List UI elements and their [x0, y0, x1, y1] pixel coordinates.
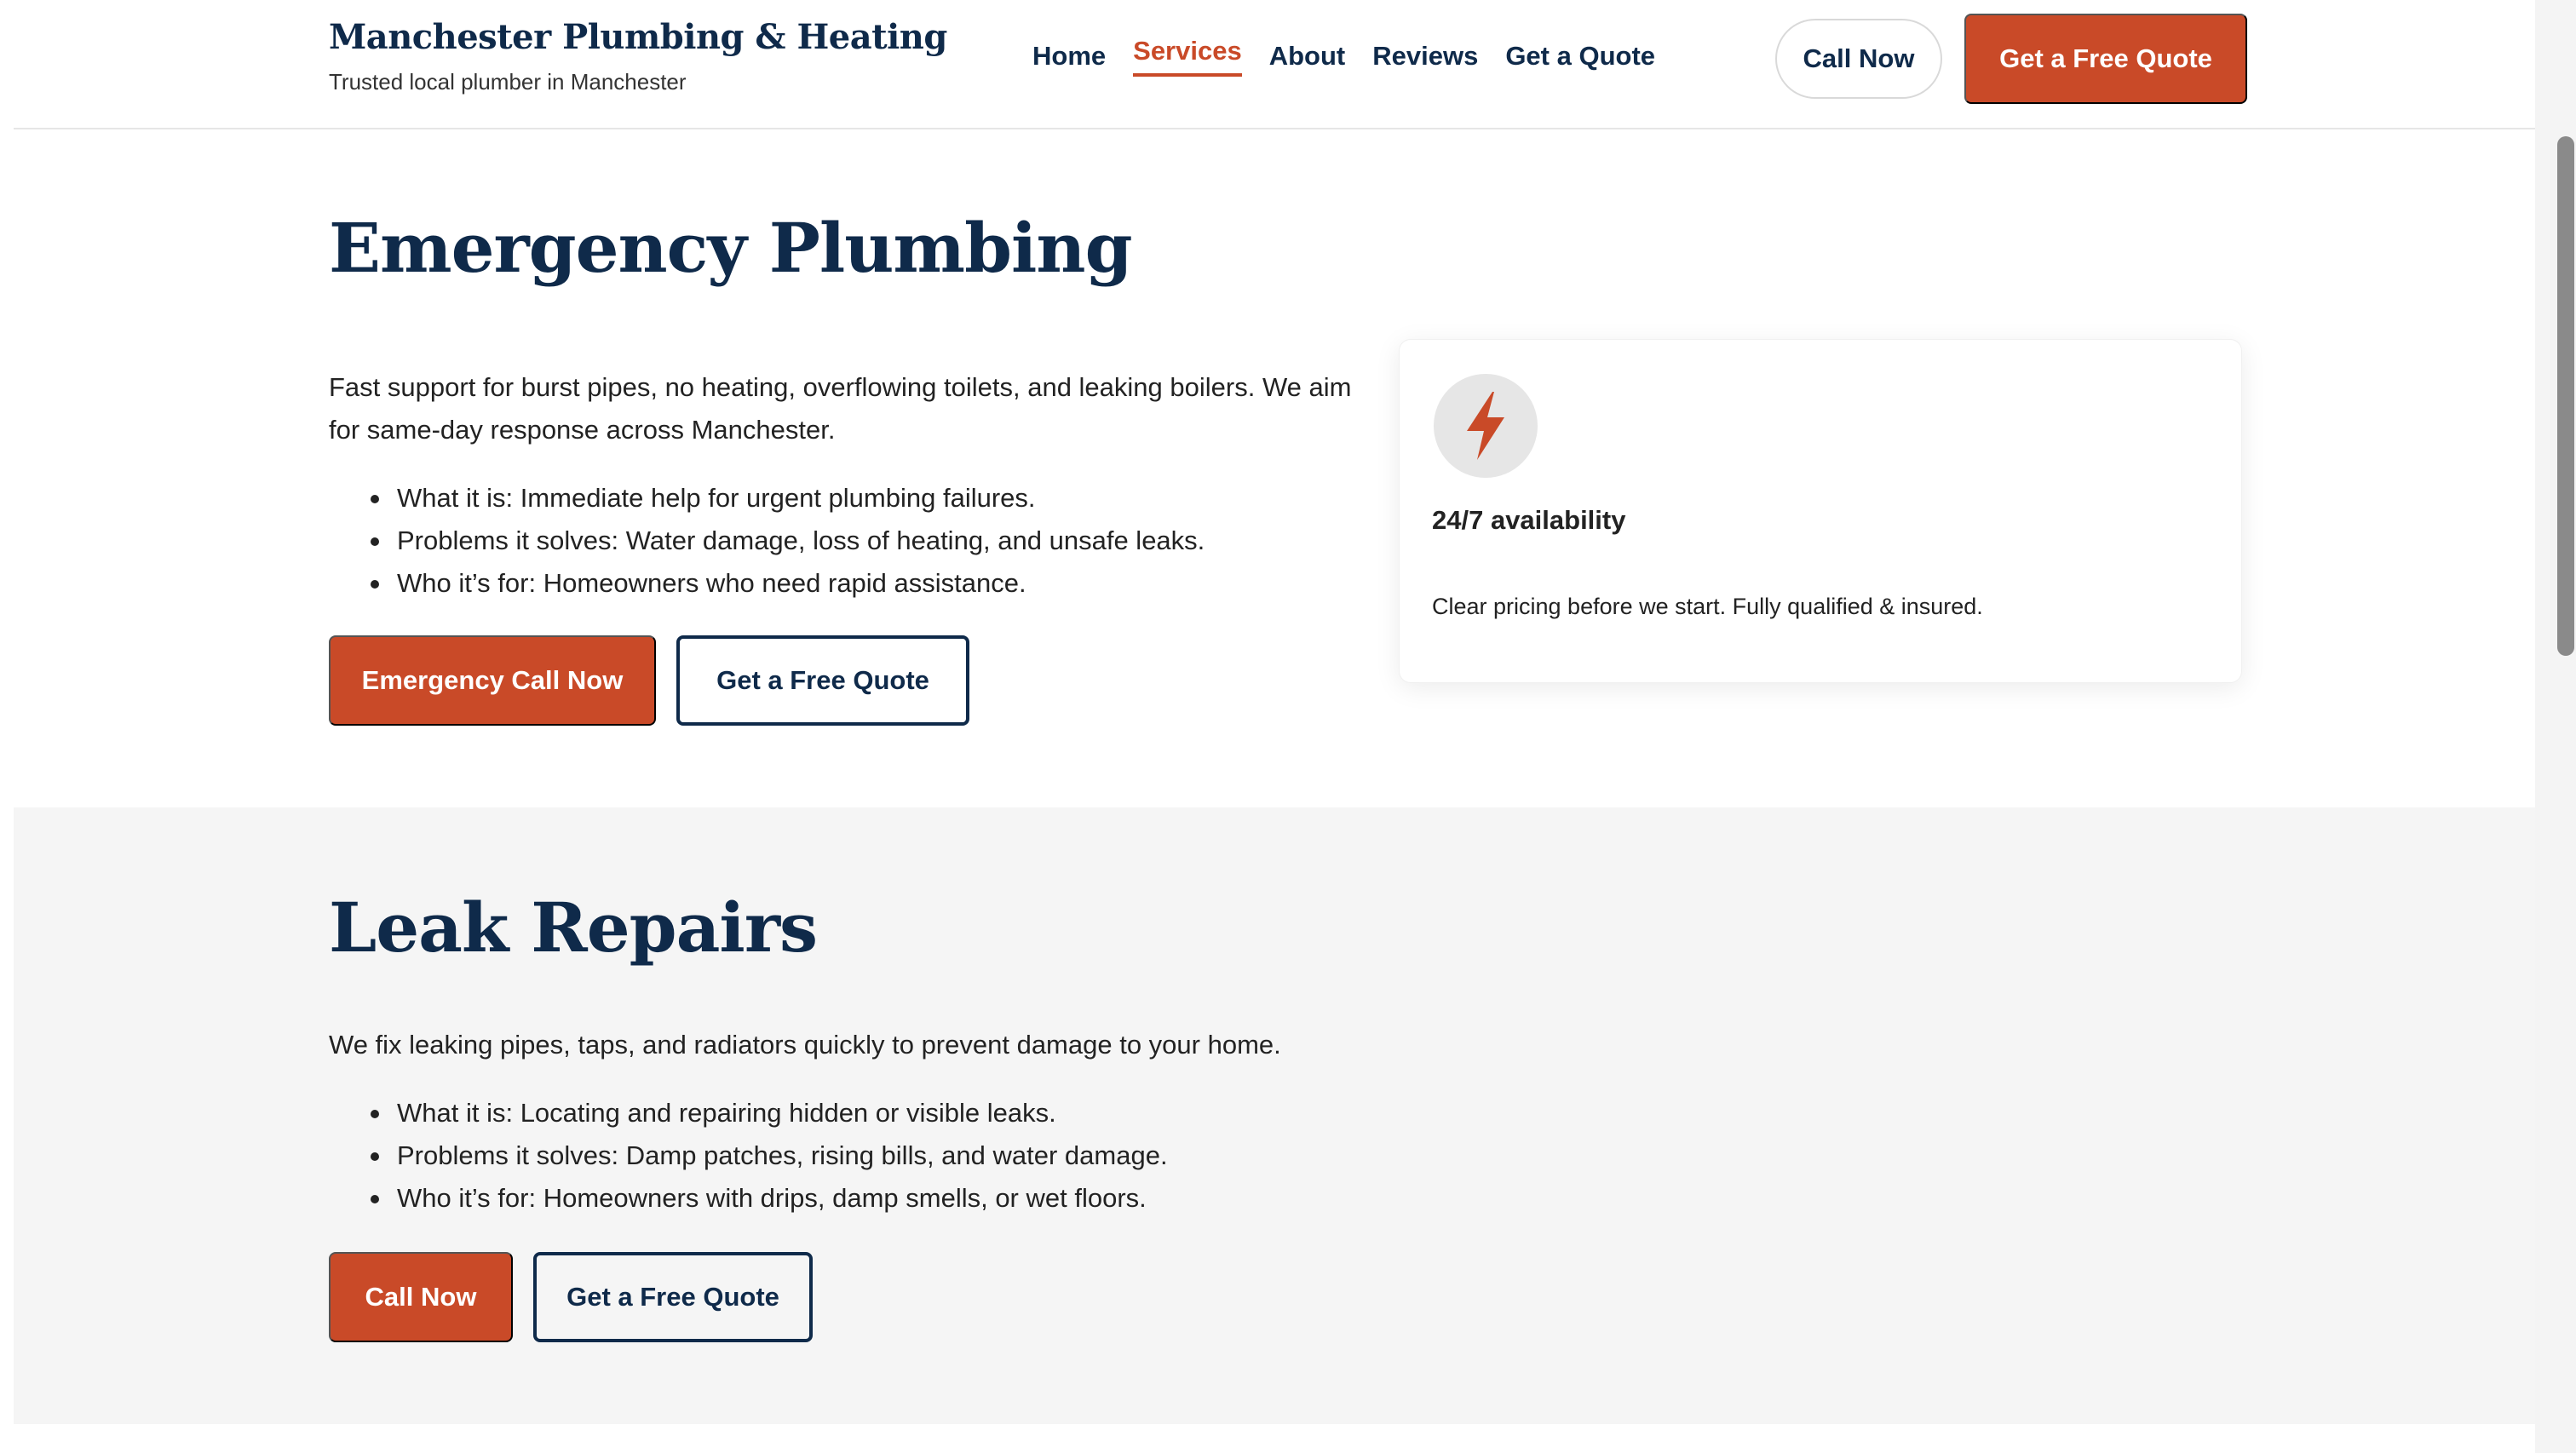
list-item: Who it’s for: Homeowners with drips, damp smells, or wet floors.	[329, 1177, 1168, 1220]
card-title: 24/7 availability	[1432, 505, 1626, 535]
emergency-title: Emergency Plumbing	[329, 208, 1132, 288]
leak-free-quote-button[interactable]: Get a Free Quote	[533, 1252, 813, 1342]
availability-card	[1399, 339, 2242, 683]
lightning-bolt-icon	[1434, 374, 1538, 478]
brand[interactable]	[329, 17, 947, 95]
emergency-lead: Fast support for burst pipes, no heating, overflowing toilets, and leaking boilers. We aim for same-day response across Manchester.	[329, 372, 1352, 445]
leak-title: Leak Repairs	[329, 887, 817, 968]
nav-about[interactable]: About	[1268, 41, 1346, 71]
list-item: Problems it solves: Water damage, loss of heating, and unsafe leaks.	[329, 520, 1205, 562]
list-item: What it is: Immediate help for urgent plumbing failures.	[329, 477, 1205, 520]
header-call-now-button[interactable]: Call Now	[1775, 19, 1942, 99]
nav-services[interactable]: Services	[1133, 32, 1242, 77]
site-header	[14, 0, 2535, 129]
card-text: Clear pricing before we start. Fully qualified & insured.	[1432, 594, 1983, 619]
scrollbar-thumb[interactable]	[2557, 136, 2574, 656]
emergency-free-quote-button[interactable]: Get a Free Quote	[676, 635, 969, 726]
leak-bullets	[329, 1092, 1168, 1220]
nav-home[interactable]: Home	[1032, 41, 1107, 71]
leak-repairs-section	[14, 807, 2535, 1424]
brand-title[interactable]: Manchester Plumbing & Heating	[329, 17, 947, 57]
nav-reviews[interactable]: Reviews	[1372, 41, 1479, 71]
emergency-call-now-button[interactable]: Emergency Call Now	[329, 635, 656, 726]
list-item: What it is: Locating and repairing hidden or visible leaks.	[329, 1092, 1168, 1134]
list-item: Who it’s for: Homeowners who need rapid assistance.	[329, 562, 1205, 605]
brand-tagline: Trusted local plumber in Manchester	[329, 69, 687, 95]
nav-get-a-quote[interactable]: Get a Quote	[1505, 41, 1656, 71]
emergency-bullets	[329, 477, 1205, 605]
main-nav	[1032, 32, 1682, 83]
header-free-quote-button[interactable]: Get a Free Quote	[1964, 14, 2247, 104]
leak-lead: We fix leaking pipes, taps, and radiators quickly to prevent damage to your home.	[329, 1030, 1281, 1060]
list-item: Problems it solves: Damp patches, rising bills, and water damage.	[329, 1134, 1168, 1177]
leak-call-now-button[interactable]: Call Now	[329, 1252, 513, 1342]
